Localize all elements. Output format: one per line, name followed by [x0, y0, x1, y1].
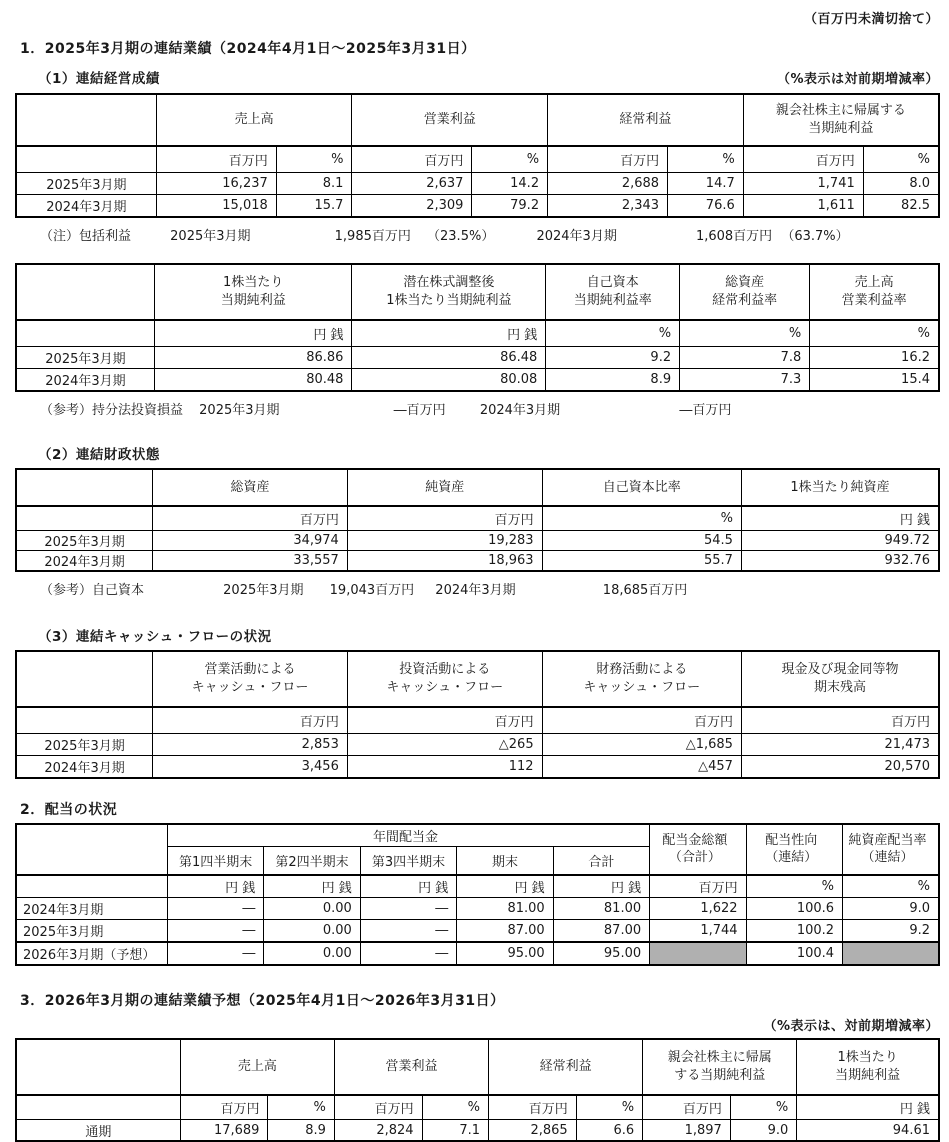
value-cell: 95.00 [553, 942, 649, 965]
value-cell: 55.7 [542, 551, 741, 572]
period-label: 2026年3月期（予想） [16, 942, 167, 965]
value-cell: 33,557 [153, 551, 348, 572]
unit-cell: 百万円 [741, 707, 939, 734]
value-cell: 14.2 [472, 173, 548, 195]
value-cell: 100.2 [746, 920, 842, 943]
note-item: 1,608百万円 [695, 229, 773, 244]
value-cell: ― [167, 898, 263, 920]
header-row [16, 651, 939, 707]
note-item: ―百万円 [393, 403, 446, 418]
value-cell: 19,283 [347, 531, 542, 551]
value-cell: 2,853 [153, 734, 348, 756]
shaded-cell [650, 942, 746, 965]
table-row [16, 898, 939, 920]
unit-row [16, 320, 939, 347]
header-cell: 親会社株主に帰属 する当期純利益 [643, 1039, 797, 1095]
note-label: （参考）持分法投資損益 [40, 403, 184, 418]
per-share-ratio-table [15, 263, 940, 392]
unit-cell: 百万円 [743, 146, 863, 173]
table-row [16, 734, 939, 756]
unit-cell: % [576, 1095, 642, 1120]
forecast-row [16, 942, 939, 965]
period-label: 2024年3月期 [16, 551, 153, 572]
value-cell: 80.48 [154, 369, 352, 392]
unit-cell: 円 銭 [154, 320, 352, 347]
value-cell: 7.1 [422, 1120, 488, 1142]
sub1-heading-row [15, 67, 939, 87]
value-cell: ― [360, 920, 456, 943]
value-cell: 6.6 [576, 1120, 642, 1142]
value-cell: 80.08 [352, 369, 546, 392]
unit-cell: % [546, 320, 680, 347]
value-cell: △457 [542, 756, 741, 779]
unit-cell: 円 銭 [360, 875, 456, 898]
blank-cell [16, 1095, 180, 1120]
equity-note [40, 579, 939, 597]
period-label: 2025年3月期 [16, 531, 153, 551]
corner-cell [16, 824, 167, 875]
corner-cell [16, 264, 154, 320]
value-cell: 16,237 [156, 173, 276, 195]
value-cell: 86.86 [154, 347, 352, 369]
value-cell: 9.0 [843, 898, 939, 920]
unit-cell: % [472, 146, 548, 173]
note-label: （参考）自己資本 [40, 583, 145, 598]
header-cell: 純資産配当率 （連結） [843, 824, 939, 875]
header-row [16, 264, 939, 320]
unit-cell: 円 銭 [553, 875, 649, 898]
blank-cell [16, 146, 156, 173]
period-label: 2025年3月期 [16, 734, 153, 756]
note-item: 19,043百万円 [329, 583, 415, 598]
value-cell: 932.76 [741, 551, 939, 572]
unit-cell: 百万円 [548, 146, 668, 173]
note-item: 2024年3月期 [479, 403, 561, 418]
header-cell: 配当金総額 （合計） [650, 824, 746, 875]
value-cell: 15,018 [156, 195, 276, 218]
unit-cell: % [542, 506, 741, 531]
value-cell: 100.4 [746, 942, 842, 965]
header-cell: 自己資本比率 [542, 469, 741, 506]
header-row [16, 1039, 939, 1095]
table-row [16, 347, 939, 369]
header-cell: 期末 [457, 847, 553, 876]
header-cell: 営業利益 [352, 94, 548, 146]
value-cell: 2,637 [352, 173, 472, 195]
sub3-heading: （3）連結キャッシュ・フローの状況 [38, 629, 272, 645]
comprehensive-income-note [40, 225, 939, 243]
value-cell: 1,897 [643, 1120, 731, 1142]
unit-cell: % [276, 146, 352, 173]
header-cell: 1株当たり 当期純利益 [797, 1039, 939, 1095]
unit-cell: 百万円 [156, 146, 276, 173]
note-item: ―百万円 [679, 403, 732, 418]
header-row [16, 824, 939, 847]
unit-cell: 百万円 [650, 875, 746, 898]
header-cell: 純資産 [347, 469, 542, 506]
header-cell: 総資産 [153, 469, 348, 506]
value-cell: 0.00 [264, 898, 360, 920]
header-cell: 合計 [553, 847, 649, 876]
unit-cell: % [863, 146, 939, 173]
unit-row [16, 146, 939, 173]
rounding-note: （百万円未満切捨て） [803, 12, 939, 27]
unit-cell: 百万円 [334, 1095, 422, 1120]
value-cell: 16.2 [810, 347, 939, 369]
unit-row [16, 875, 939, 898]
header-cell: 潜在株式調整後 1株当たり当期純利益 [352, 264, 546, 320]
header-cell: 現金及び現金同等物 期末残高 [741, 651, 939, 707]
table-row [16, 369, 939, 392]
section1-heading: 1．2025年3月期の連結業績（2024年4月1日～2025年3月31日） [20, 41, 476, 57]
value-cell: 76.6 [668, 195, 744, 218]
header-cell: 1株当たり 当期純利益 [154, 264, 352, 320]
value-cell: 9.0 [730, 1120, 796, 1142]
table-row [16, 920, 939, 943]
period-label: 2024年3月期 [16, 369, 154, 392]
unit-row [16, 707, 939, 734]
value-cell: 0.00 [264, 942, 360, 965]
value-cell: 9.2 [843, 920, 939, 943]
sub2-heading: （2）連結財政状態 [38, 447, 160, 463]
value-cell: 86.48 [352, 347, 546, 369]
unit-row [16, 506, 939, 531]
unit-cell: % [730, 1095, 796, 1120]
unit-cell: 百万円 [352, 146, 472, 173]
value-cell: 14.7 [668, 173, 744, 195]
unit-cell: 百万円 [153, 506, 348, 531]
value-cell: 1,622 [650, 898, 746, 920]
table-row [16, 531, 939, 551]
sub1-percent-note: （%表示は対前期増減率） [776, 72, 939, 87]
table-row [16, 551, 939, 572]
header-cell: 経常利益 [548, 94, 744, 146]
value-cell: 8.9 [268, 1120, 334, 1142]
value-cell: 7.3 [680, 369, 810, 392]
value-cell: ― [360, 942, 456, 965]
blank-cell [16, 707, 153, 734]
period-label: 2024年3月期 [16, 195, 156, 218]
corner-cell [16, 469, 153, 506]
value-cell: 8.9 [546, 369, 680, 392]
value-cell: 82.5 [863, 195, 939, 218]
note-item: 2025年3月期 [199, 403, 280, 418]
value-cell: 1,611 [743, 195, 863, 218]
forecast-percent-note: （%表示は、対前期増減率） [763, 1019, 939, 1034]
period-label: 2024年3月期 [16, 756, 153, 779]
unit-cell: 円 銭 [167, 875, 263, 898]
unit-cell: 百万円 [153, 707, 348, 734]
value-cell: 1,741 [743, 173, 863, 195]
note-item: 2024年3月期 [435, 583, 516, 598]
value-cell: 3,456 [153, 756, 348, 779]
equity-method-note [40, 399, 939, 417]
blank-cell [16, 506, 153, 531]
value-cell: ― [167, 920, 263, 943]
note-item: （23.5%） [427, 229, 495, 244]
header-row [16, 469, 939, 506]
unit-cell: 円 銭 [264, 875, 360, 898]
corner-cell [16, 651, 153, 707]
value-cell: 0.00 [264, 920, 360, 943]
value-cell: 2,824 [334, 1120, 422, 1142]
note-label: （注）包括利益 [40, 229, 132, 244]
section3-heading: 3．2026年3月期の連結業績予想（2025年4月1日～2026年3月31日） [20, 993, 505, 1009]
unit-cell: 円 銭 [741, 506, 939, 531]
value-cell: 18,963 [347, 551, 542, 572]
unit-cell: % [268, 1095, 334, 1120]
header-cell: 売上高 [180, 1039, 334, 1095]
unit-cell: 百万円 [347, 506, 542, 531]
note-item: 1,985百万円 [334, 229, 411, 244]
period-label: 2025年3月期 [16, 347, 154, 369]
unit-cell: 百万円 [542, 707, 741, 734]
value-cell: 7.8 [680, 347, 810, 369]
value-cell: 949.72 [741, 531, 939, 551]
value-cell: 15.4 [810, 369, 939, 392]
value-cell: 34,974 [153, 531, 348, 551]
header-cell: 第2四半期末 [264, 847, 360, 876]
shaded-cell [843, 942, 939, 965]
table-row [16, 173, 939, 195]
unit-cell: 百万円 [347, 707, 542, 734]
value-cell: 1,744 [650, 920, 746, 943]
header-cell: 第1四半期末 [167, 847, 263, 876]
note-item: 2025年3月期 [170, 229, 251, 244]
value-cell: 17,689 [180, 1120, 268, 1142]
value-cell: 8.1 [276, 173, 352, 195]
note-item: 18,685百万円 [602, 583, 688, 598]
value-cell: 2,309 [352, 195, 472, 218]
operating-results-table [15, 93, 940, 218]
unit-cell: % [680, 320, 810, 347]
value-cell: 8.0 [863, 173, 939, 195]
header-cell: 第3四半期末 [360, 847, 456, 876]
note-item: 2024年3月期 [536, 229, 617, 244]
header-cell: 売上高 [156, 94, 352, 146]
value-cell: 15.7 [276, 195, 352, 218]
dividends-table [15, 823, 940, 966]
table-row [16, 756, 939, 779]
forecast-table [15, 1038, 940, 1142]
header-cell: 売上高 営業利益率 [810, 264, 939, 320]
header-cell: 経常利益 [489, 1039, 643, 1095]
value-cell: 79.2 [472, 195, 548, 218]
unit-cell: 百万円 [643, 1095, 731, 1120]
header-cell: 1株当たり純資産 [741, 469, 939, 506]
table-row [16, 195, 939, 218]
unit-cell: 百万円 [489, 1095, 577, 1120]
header-group-cell: 年間配当金 [167, 824, 649, 847]
period-label: 2025年3月期 [16, 920, 167, 943]
value-cell: 81.00 [553, 898, 649, 920]
period-label: 2025年3月期 [16, 173, 156, 195]
corner-cell [16, 1039, 180, 1095]
unit-cell: % [810, 320, 939, 347]
unit-cell: 円 銭 [457, 875, 553, 898]
sub1-heading: （1）連結経営成績 [38, 71, 160, 87]
value-cell: 100.6 [746, 898, 842, 920]
header-cell: 財務活動による キャッシュ・フロー [542, 651, 741, 707]
period-label: 通期 [16, 1120, 180, 1142]
blank-cell [16, 320, 154, 347]
header-cell: 配当性向 （連結） [746, 824, 842, 875]
value-cell: ― [167, 942, 263, 965]
unit-cell: % [843, 875, 939, 898]
unit-cell: % [746, 875, 842, 898]
unit-cell: % [668, 146, 744, 173]
header-cell: 営業利益 [334, 1039, 488, 1095]
value-cell: 2,688 [548, 173, 668, 195]
value-cell: 112 [347, 756, 542, 779]
header-cell: 投資活動による キャッシュ・フロー [347, 651, 542, 707]
section2-heading: 2．配当の状況 [20, 802, 118, 818]
cash-flow-table [15, 650, 940, 779]
header-cell: 営業活動による キャッシュ・フロー [153, 651, 348, 707]
unit-cell: 円 銭 [352, 320, 546, 347]
financial-position-table [15, 468, 940, 572]
value-cell: 87.00 [457, 920, 553, 943]
note-item: （63.7%） [781, 229, 849, 244]
table-row [16, 1120, 939, 1142]
value-cell: △265 [347, 734, 542, 756]
value-cell: 21,473 [741, 734, 939, 756]
value-cell: 2,865 [489, 1120, 577, 1142]
value-cell: 20,570 [741, 756, 939, 779]
value-cell: 81.00 [457, 898, 553, 920]
header-row [16, 94, 939, 146]
value-cell: ― [360, 898, 456, 920]
note-item: 2025年3月期 [223, 583, 304, 598]
header-cell: 親会社株主に帰属する 当期純利益 [743, 94, 939, 146]
value-cell: 94.61 [797, 1120, 939, 1142]
value-cell: 54.5 [542, 531, 741, 551]
value-cell: 9.2 [546, 347, 680, 369]
unit-cell: 百万円 [180, 1095, 268, 1120]
value-cell: 95.00 [457, 942, 553, 965]
unit-row [16, 1095, 939, 1120]
value-cell: △1,685 [542, 734, 741, 756]
corner-cell [16, 94, 156, 146]
header-cell: 総資産 経常利益率 [680, 264, 810, 320]
period-label: 2024年3月期 [16, 898, 167, 920]
unit-cell: % [422, 1095, 488, 1120]
blank-cell [16, 875, 167, 898]
header-cell: 自己資本 当期純利益率 [546, 264, 680, 320]
value-cell: 2,343 [548, 195, 668, 218]
unit-cell: 円 銭 [797, 1095, 939, 1120]
value-cell: 87.00 [553, 920, 649, 943]
